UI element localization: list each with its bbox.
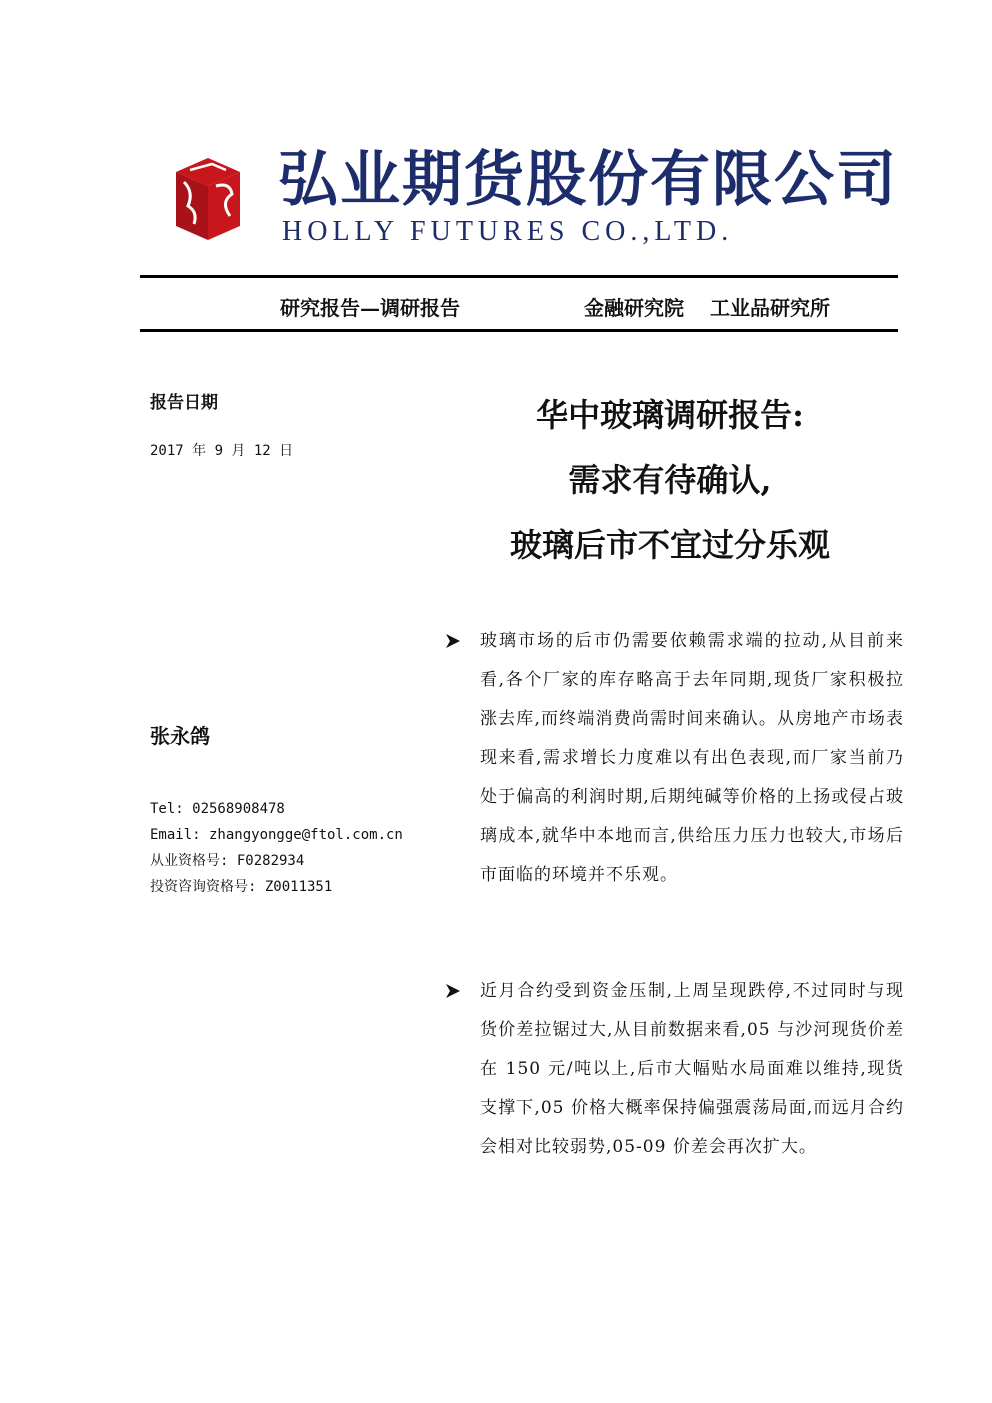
header-bottom-rule — [140, 329, 898, 332]
author-tel: Tel: 02568908478 — [150, 801, 285, 817]
author-email: Email: zhangyongge@ftol.com.cn — [150, 827, 403, 843]
report-title-line-1: 华中玻璃调研报告: — [536, 396, 804, 434]
arrow-bullet-icon — [444, 972, 462, 1010]
author-consult-license: 投资咨询资格号: Z0011351 — [150, 879, 333, 895]
report-type: 研究报告—调研报告 — [280, 296, 460, 320]
author-name: 张永鸽 — [150, 724, 210, 748]
logo-company-name-en: HOLLY FUTURES CO.,LTD. — [282, 216, 734, 247]
arrow-bullet-icon — [444, 622, 462, 660]
report-date-value: 2017 年 9 月 12 日 — [150, 443, 294, 459]
logo-cube-icon — [168, 146, 248, 242]
logo-company-name-cn: 弘业期货股份有限公司 — [278, 145, 898, 215]
header-top-rule — [140, 275, 898, 278]
summary-bullet-text: 玻璃市场的后市仍需要依赖需求端的拉动,从目前来看,各个厂家的库存略高于去年同期,现货厂家积极拉涨去库,而终端消费尚需时间来确认。从房地产市场表现来看,需求增长力度难以有出色表现,而厂家当前乃处于偏高的利润时期,后期纯碱等价格的上扬或侵占玻璃成本,就华中本地而言,供给压力压力也较大,市场后市面临的环境并不乐观。 — [480, 631, 904, 885]
author-license: 从业资格号: F0282934 — [150, 853, 305, 869]
report-title-line-2: 需求有待确认, — [568, 461, 772, 499]
summary-bullet-text: 近月合约受到资金压制,上周呈现跌停,不过同时与现货价差拉锯过大,从目前数据来看,05 与沙河现货价差在 150 元/吨以上,后市大幅贴水局面难以维持,现货支撑下,05 价格大概率保持偏强震荡局面,而远月合约会相对比较弱势,05-09 价差会再次扩大。 — [480, 981, 904, 1157]
report-date-label: 报告日期 — [150, 393, 218, 413]
department-finance: 金融研究院 — [584, 296, 684, 320]
author-contact — [150, 796, 403, 900]
company-logo — [168, 145, 898, 247]
report-title-line-3: 玻璃后市不宜过分乐观 — [509, 526, 830, 564]
department-industrial: 工业品研究所 — [710, 296, 830, 320]
department-labels — [584, 292, 830, 321]
